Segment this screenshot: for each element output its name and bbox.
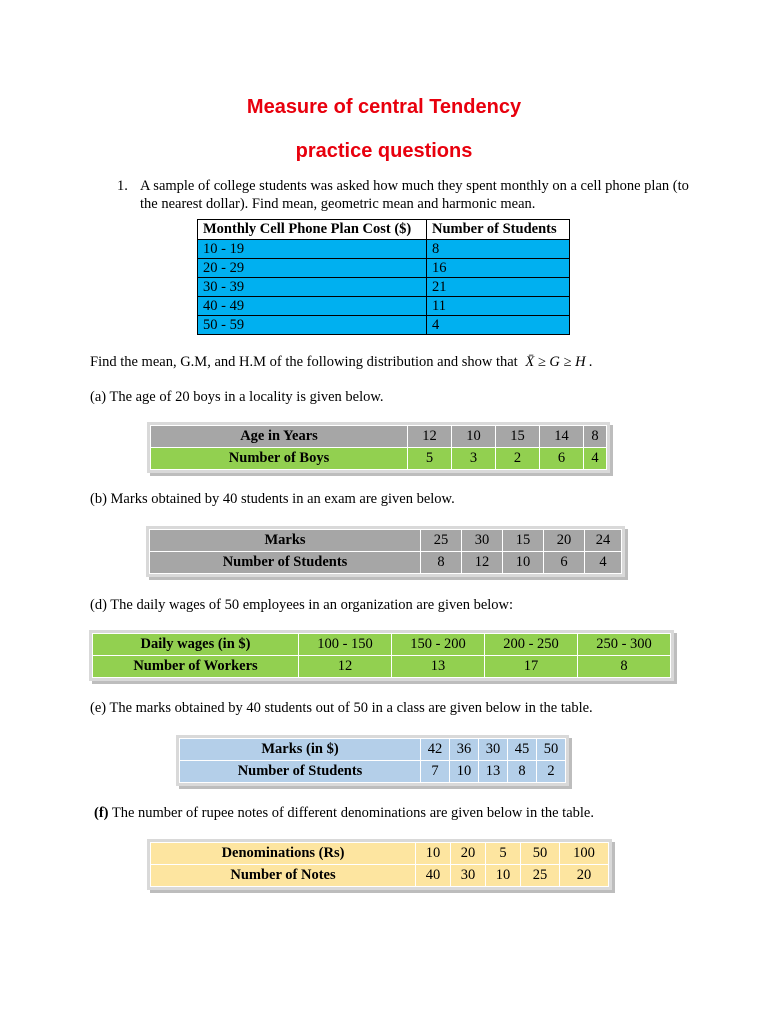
table-cell: 42 <box>421 739 450 761</box>
daily-wages-table <box>89 630 674 681</box>
row-label: Number of Notes <box>151 865 416 887</box>
table-row <box>151 843 609 865</box>
row-label: Number of Students <box>150 552 421 574</box>
row-label: Marks (in $) <box>180 739 421 761</box>
table-cell: 100 - 150 <box>299 634 392 656</box>
denominations-table <box>147 839 612 890</box>
table-cell: 30 <box>451 865 486 887</box>
table-cell: 25 <box>421 530 462 552</box>
table-row <box>198 297 570 316</box>
question-number: 1. <box>117 178 128 194</box>
table-cell: 40 <box>416 865 451 887</box>
table-header-row <box>198 220 570 240</box>
table-cell: 10 <box>452 426 496 448</box>
table-cell: 50 <box>521 843 560 865</box>
table-cell: 12 <box>462 552 503 574</box>
table-cell: 36 <box>450 739 479 761</box>
table-cell: 20 - 29 <box>198 259 427 278</box>
table-cell: 15 <box>503 530 544 552</box>
table-cell: 14 <box>540 426 584 448</box>
table-row <box>198 240 570 259</box>
part-e-text: (e) The marks obtained by 40 students out of 50 in a class are given below in the table. <box>90 700 593 716</box>
table-cell: 13 <box>479 761 508 783</box>
table-cell: 4 <box>585 552 622 574</box>
table-cell: 20 <box>544 530 585 552</box>
table-cell: 8 <box>508 761 537 783</box>
table-cell: 10 <box>486 865 521 887</box>
column-header: Monthly Cell Phone Plan Cost ($) <box>198 220 427 240</box>
part-f-text <box>94 805 594 822</box>
table-cell: 20 <box>451 843 486 865</box>
part-a-text: (a) The age of 20 boys in a locality is given below. <box>90 389 384 405</box>
table-row <box>93 634 671 656</box>
table-cell: 20 <box>560 865 609 887</box>
table-cell: 2 <box>496 448 540 470</box>
table-cell: 10 <box>450 761 479 783</box>
table-cell: 10 - 19 <box>198 240 427 259</box>
table-row <box>198 259 570 278</box>
part-b-text: (b) Marks obtained by 40 students in an exam are given below. <box>90 491 455 507</box>
table-cell: 17 <box>485 656 578 678</box>
table-cell: 50 - 59 <box>198 316 427 335</box>
table-cell: 5 <box>408 448 452 470</box>
question-text: A sample of college students was asked how much they spent monthly on a cell phone plan (to the nearest dollar). Find mean, geometric mean and harmonic mean. <box>140 178 689 212</box>
table-cell: 25 <box>521 865 560 887</box>
table-cell: 100 <box>560 843 609 865</box>
marks-out-of-50-table <box>176 735 569 786</box>
table-cell: 7 <box>421 761 450 783</box>
part-f-label: (f) <box>94 805 109 821</box>
row-label: Daily wages (in $) <box>93 634 299 656</box>
table-row <box>180 761 566 783</box>
table-cell: 6 <box>544 552 585 574</box>
instruction-text: Find the mean, G.M, and H.M of the following distribution and show that <box>90 354 518 370</box>
page-subtitle: practice questions <box>295 140 473 162</box>
table-cell: 5 <box>486 843 521 865</box>
table-cell: 4 <box>584 448 607 470</box>
table-cell: 150 - 200 <box>392 634 485 656</box>
table-cell: 24 <box>585 530 622 552</box>
table-cell: 11 <box>427 297 570 316</box>
table-cell: 8 <box>421 552 462 574</box>
table-row <box>151 865 609 887</box>
table-cell: 2 <box>537 761 566 783</box>
table-cell: 12 <box>299 656 392 678</box>
row-label: Age in Years <box>151 426 408 448</box>
instruction <box>90 354 593 371</box>
part-f-description: The number of rupee notes of different denominations are given below in the table. <box>108 805 594 821</box>
marks-table <box>146 526 625 577</box>
row-label: Number of Students <box>180 761 421 783</box>
cell-phone-cost-table <box>197 219 570 335</box>
table-cell: 8 <box>578 656 671 678</box>
row-label: Marks <box>150 530 421 552</box>
table-cell: 21 <box>427 278 570 297</box>
page-title: Measure of central Tendency <box>246 96 522 118</box>
age-table <box>147 422 610 473</box>
table-cell: 12 <box>408 426 452 448</box>
table-cell: 30 - 39 <box>198 278 427 297</box>
table-cell: 6 <box>540 448 584 470</box>
table-cell: 16 <box>427 259 570 278</box>
table-cell: 40 - 49 <box>198 297 427 316</box>
table-row <box>93 656 671 678</box>
table-cell: 4 <box>427 316 570 335</box>
row-label: Denominations (Rs) <box>151 843 416 865</box>
table-cell: 10 <box>503 552 544 574</box>
table-cell: 200 - 250 <box>485 634 578 656</box>
table-row <box>180 739 566 761</box>
column-header: Number of Students <box>427 220 570 240</box>
table-row <box>198 278 570 297</box>
row-label: Number of Workers <box>93 656 299 678</box>
table-cell: 8 <box>584 426 607 448</box>
table-cell: 15 <box>496 426 540 448</box>
table-row <box>198 316 570 335</box>
part-d-text: (d) The daily wages of 50 employees in an organization are given below: <box>90 597 514 613</box>
table-cell: 8 <box>427 240 570 259</box>
table-cell: 30 <box>479 739 508 761</box>
table-cell: 50 <box>537 739 566 761</box>
table-cell: 45 <box>508 739 537 761</box>
table-cell: 30 <box>462 530 503 552</box>
table-cell: 250 - 300 <box>578 634 671 656</box>
table-cell: 10 <box>416 843 451 865</box>
inequality-formula: X̄ ≥ G ≥ H . <box>525 354 593 370</box>
table-cell: 3 <box>452 448 496 470</box>
table-row <box>151 426 607 448</box>
table-row <box>150 530 622 552</box>
table-row <box>151 448 607 470</box>
table-row <box>150 552 622 574</box>
table-cell: 13 <box>392 656 485 678</box>
row-label: Number of Boys <box>151 448 408 470</box>
